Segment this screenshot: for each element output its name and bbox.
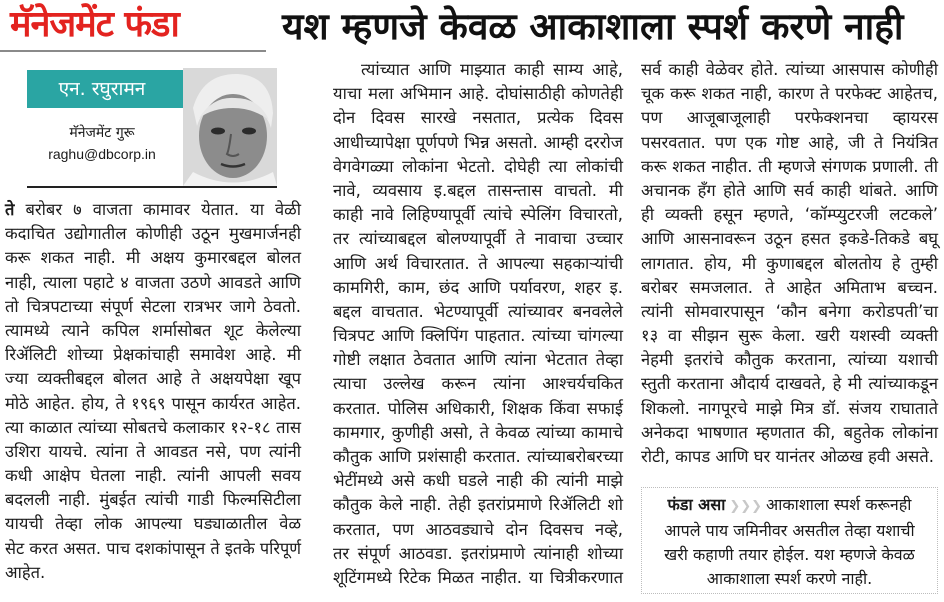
article-line: यायची तेव्हा लोक आपल्या घड्याळातील वेळ: [5, 514, 301, 534]
article-line: तो चित्रपटाच्या संपूर्ण सेटला रात्रभर जागे ठेवतो.: [5, 296, 301, 316]
article-line: कधी आक्षेप घेतला नाही. त्यांनी आपली सवय: [5, 466, 301, 486]
article-line: तर संपूर्ण आठवडा. इतरांप्रमाणे त्यांनाही शोच्या: [333, 543, 623, 563]
article-line: कौतुक केले नाही. तेही इतरांप्रमाणे रिॲलिटी शो: [333, 495, 623, 515]
article-line: पण आजूबाजूलाही परफेक्शनचा व्हायरस: [641, 108, 938, 128]
article-line: नेहमी इतरांचे कौतुक करताना, त्यांच्या यशाची: [641, 350, 938, 370]
article-line: रोटी, कापड आणि घर यानंतर ओळख हवी असते.: [641, 447, 934, 466]
funda-line: खरी कहाणी तयार होईल. यश म्हणजे केवळ: [664, 545, 915, 564]
article-line-text: बरोबर ७ वाजता कामावर येतात. या वेळी: [14, 200, 301, 219]
article-line: बरोबर समजलात. ते आहेत अमिताभ बच्चन.: [641, 277, 938, 297]
article-line: त्यांनी सोमवारपासून ‘कौन बनेगा करोडपती’चा: [641, 301, 938, 321]
article-line: करू शकत नाहीत. ती म्हणजे संगणक प्रणाली. ती: [641, 156, 938, 176]
article-line: आणि अर्थ विचारतात. ते आपल्या सहकाऱ्यांची: [333, 253, 623, 273]
author-portrait-icon: [183, 68, 277, 186]
article-line: त्यांच्यात आणि माझ्यात काही साम्य आहे,: [361, 60, 623, 79]
article-line: कौतुक आणि प्रशंसाही करतात. त्यांच्याबरोबरच्या: [333, 447, 623, 466]
article-column-2: [333, 58, 623, 590]
article-line: रिॲलिटी शोच्या प्रेक्षकांचाही समावेश आहे. मी: [5, 345, 301, 365]
funda-line: आकाशाला स्पर्श करणे नाही.: [706, 569, 873, 588]
article-line: वेगवेगळ्या लोकांना भेटतो. दोघेही त्या लोकांची: [333, 156, 623, 176]
article-line: सेट करत असत. पाच दशकांपासून ते इतके परिपूर्ण: [5, 538, 302, 558]
article-line: आधीच्यापेक्षा पूर्णपणे भिन्न असतो. आम्ही दररोज: [333, 132, 623, 152]
article-line: पसरवतात. पण एक गोष्ट आहे, जी ते नियंत्रित: [641, 132, 938, 152]
triple-chevron-right-icon: ❯❯❯: [729, 499, 763, 514]
article-line: बद्दल वाचतात. भेटण्यापूर्वी त्यांच्यावर बनवलेले: [333, 301, 623, 321]
article-line: काही नावे लिहिण्यापूर्वी त्यांचे स्पेलिंग विचारतो,: [333, 205, 623, 225]
article-line: कामगिरी, काम, छंद आणि पर्यावरण, शहर इ.: [333, 277, 623, 297]
article-line: त्यामध्ये त्याने कपिल शर्मासोबत शूट केलेल्या: [5, 320, 301, 340]
article-line: कदाचित उद्योगातील कोणीही उठून मुखमार्जनही: [5, 224, 301, 244]
article-line: त्याचा उल्लेख करून त्यांना आश्चर्यचकित: [333, 374, 623, 394]
article-line: सर्व काही वेळेवर होते. त्यांच्या आसपास कोणीही: [641, 60, 938, 79]
article-line: भेटींमध्ये असे कधी घडले नाही की त्यांनी माझे: [333, 471, 623, 491]
article-line: ज्या व्यक्तीबद्दल बोलत आहे ते अक्षयपेक्षा खूप: [5, 369, 301, 389]
article-line: उशिरा यायचे. त्यांना ते आवडत नसे, पण त्यांनी: [5, 441, 301, 461]
article-line: ही व्यक्ती हसून म्हणते, ‘कॉम्प्युटरजी लटकले’: [641, 205, 938, 225]
funda-line: आपले पाय जमिनीवर असतील तेव्हा यशाची: [664, 521, 915, 540]
article-line: नावे, व्यवसाय इ.बद्दल तासन्तास वाचतो. मी: [333, 180, 623, 200]
article-line: त्या काळात त्यांच्या सोबतचे कलाकार १२-१८ तास: [5, 417, 301, 437]
article-line: करतात. पोलिस अधिकारी, शिक्षक किंवा सफाई: [333, 398, 623, 418]
funda-summary-box: [641, 487, 938, 594]
article-line: करू शकत नाही. मी अक्षय कुमारबद्दल बोलत: [5, 248, 301, 268]
article-line: कामगार, कुणीही असो, ते केवळ त्यांच्या कामाचे: [333, 422, 623, 442]
funda-text: आकाशाला स्पर्श करूनही: [766, 495, 912, 514]
article-line: दोन दिवस सारखे नसतात, प्रत्येक दिवस: [333, 108, 623, 128]
author-photo: [183, 68, 277, 186]
article-line: लागतात. होय, मी कुणाबद्दल बोलतोय हे तुम्ही: [641, 253, 938, 273]
brand-divider: [0, 50, 266, 52]
article-line: आणि आसनावरून उठून हसत इकडे-तिकडे बघू: [641, 229, 938, 249]
article-column-3: [641, 58, 938, 469]
article-column-1: [5, 198, 301, 585]
funda-label: फंडा असा: [667, 495, 726, 514]
article-line: करतात, पण आठवड्याचे दोन दिवसच नव्हे,: [333, 519, 623, 539]
lead-word: ते: [5, 200, 15, 219]
article-line: तर त्यांच्याबद्दल बोलण्यापूर्वी ते नावाचा उच्चार: [333, 229, 623, 249]
article-line: चूक करू शकत नाही, कारण ते परफेक्ट आहेतच,: [641, 84, 938, 104]
author-name: एन. रघुरामन: [58, 78, 146, 100]
article-line: स्तुती करताना औदार्य दाखवते, हे मी त्यांच्याकडून: [641, 374, 938, 394]
article-line: अनेकदा भाषणात म्हणतात की, बहुतेक लोकांना: [641, 422, 938, 442]
article-line: [5, 198, 301, 222]
article-line: शूटिंगमध्ये रिटेक मिळत नाहीत. या चित्रीकरणात: [333, 567, 623, 587]
author-role: मॅनेजमेंट गुरू: [69, 125, 135, 141]
article-line: अचानक हँग होते आणि सर्व काही थांबते. आणि: [641, 180, 938, 200]
article-line: नाही, त्याला पहाटे ४ वाजता उठणे आवडते आणि: [5, 272, 301, 292]
article-line: शिकलो. नागपूरचे माझे मित्र डॉ. संजय राघाताते: [641, 398, 938, 418]
article-line: गोष्टी लक्षात ठेवतात आणि त्यांना भेटतात तेव्हा: [333, 350, 623, 370]
article-line: बदलली नाही. मुंबईत त्यांची गाडी फिल्मसिटीला: [5, 490, 301, 510]
funda-line: [642, 493, 937, 519]
article-line: मोठे आहेत. होय, ते १९६९ पासून कार्यरत आहेत.: [5, 393, 301, 413]
article-headline: यश म्हणजे केवळ आकाशाला स्पर्श करणे नाही: [282, 5, 904, 48]
article-line: याचा मला अभिमान आहे. दोघांसाठीही कोणतेही: [333, 84, 623, 104]
article-line: १३ वा सीझन सुरू केला. खरी यशस्वी व्यक्ती: [641, 326, 938, 346]
author-divider: [27, 186, 277, 188]
author-email[interactable]: raghu@dbcorp.in: [48, 146, 156, 162]
article-line: आहेत.: [5, 562, 46, 582]
column-brand-title: मॅनेजमेंट फंडा: [10, 4, 179, 45]
article-line: चित्रपट आणि क्लिपिंग पाहतात. त्यांच्या चांगल्या: [333, 326, 623, 346]
